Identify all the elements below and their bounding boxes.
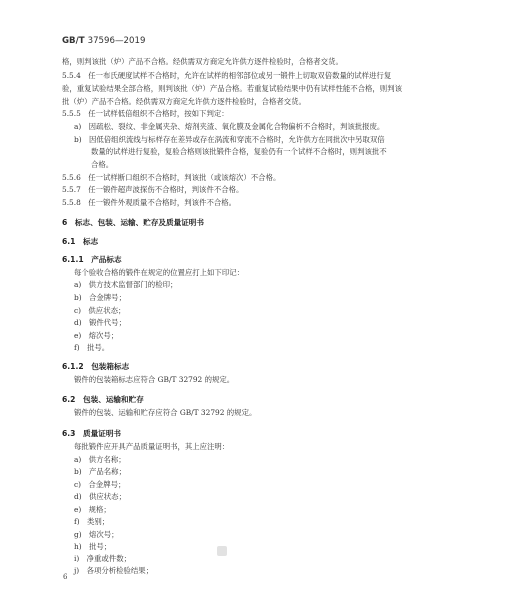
para-line: 格，则判该批（炉）产品不合格。经供需双方商定允许供方逐件检验时，合格者交货。 — [62, 57, 343, 66]
list-item: e) 规格； — [74, 505, 111, 514]
para-line: 5.5.4 任一布氏硬度试样不合格时，允许在试样的相邻部位或另一锻件上切取双倍数量的试样进行复 — [62, 71, 392, 80]
list-item: a) 供方名称； — [74, 455, 126, 464]
list-item: b) 合金牌号； — [74, 293, 126, 302]
para-line: 5.5.7 任一锻件超声波探伤不合格时，判该件不合格。 — [62, 185, 244, 194]
subsection-heading: 6.1.2 包装箱标志 — [62, 362, 130, 371]
para-line: 每个验收合格的锻件在规定的位置应打上如下印记： — [74, 268, 244, 277]
list-item: c) 合金牌号； — [74, 480, 126, 489]
standard-header — [62, 36, 145, 46]
para-line: 每批锻件应开具产品质量证明书，其上应注明： — [74, 442, 230, 451]
para-line: 5.5.6 任一试样断口组织不合格时，判该批（或该熔次）不合格。 — [62, 173, 281, 182]
para-line: 验，重复试验结果全部合格，则判该批（炉）产品合格。若重复试验结果中仍有试样性能不合格，则判该 — [62, 84, 402, 93]
para-line: 合格。 — [91, 160, 114, 169]
list-item: i) 净重或件数； — [74, 554, 131, 563]
list-item: d) 锻件代号； — [74, 318, 126, 327]
list-item: c) 供应状态； — [74, 306, 126, 315]
list-item: b) 产品名称； — [74, 467, 126, 476]
para-line: 数量的试样进行复验，复验合格则该批锻件合格，复验仍有一个试样不合格时，则判该批不 — [91, 147, 387, 156]
para-line: 批（炉）产品不合格。经供需双方商定允许供方逐件检验时，合格者交货。 — [62, 97, 306, 106]
standard-code: GB/T — [62, 36, 85, 46]
subsection-heading: 6.3 质量证明书 — [62, 429, 122, 438]
list-item: h) 批号； — [74, 542, 112, 551]
para-line: a) 因疏松、裂纹、非金属夹杂、熔剂夹渣、氧化膜及金属化合物偏析不合格时，判该批报废。 — [74, 122, 385, 131]
list-item: f) 批号。 — [74, 343, 110, 352]
list-item: g) 熔次号； — [74, 530, 119, 539]
list-item: a) 供方技术监督部门的检印； — [74, 280, 178, 289]
section-heading: 6 标志、包装、运输、贮存及质量证明书 — [62, 218, 204, 227]
subsection-heading: 6.2 包装、运输和贮存 — [62, 395, 144, 404]
subsection-heading: 6.1.1 产品标志 — [62, 255, 122, 264]
subsection-heading: 6.1 标志 — [62, 237, 99, 246]
para-line: 锻件的包装箱标志应符合 GB/T 32792 的规定。 — [74, 375, 235, 384]
page-number: 6 — [63, 573, 68, 581]
para-line: 5.5.5 任一试样低倍组织不合格时，按如下判定： — [62, 109, 229, 118]
para-line: 锻件的包装、运输和贮存应符合 GB/T 32792 的规定。 — [74, 408, 257, 417]
list-item: f) 类别； — [74, 517, 110, 526]
para-line: b) 因低倍组织流线与标样存在差异或存在涡流和穿流不合格时，允许供方在同批次中另取双倍 — [74, 135, 385, 144]
list-item: d) 供应状态； — [74, 492, 126, 501]
list-item: e) 熔次号； — [74, 331, 119, 340]
scan-artifact — [217, 546, 227, 556]
para-line: 5.5.8 任一锻件外观质量不合格时，判该件不合格。 — [62, 198, 237, 207]
list-item: j) 各项分析检验结果； — [74, 566, 154, 575]
standard-number: 37596—2019 — [87, 36, 146, 46]
